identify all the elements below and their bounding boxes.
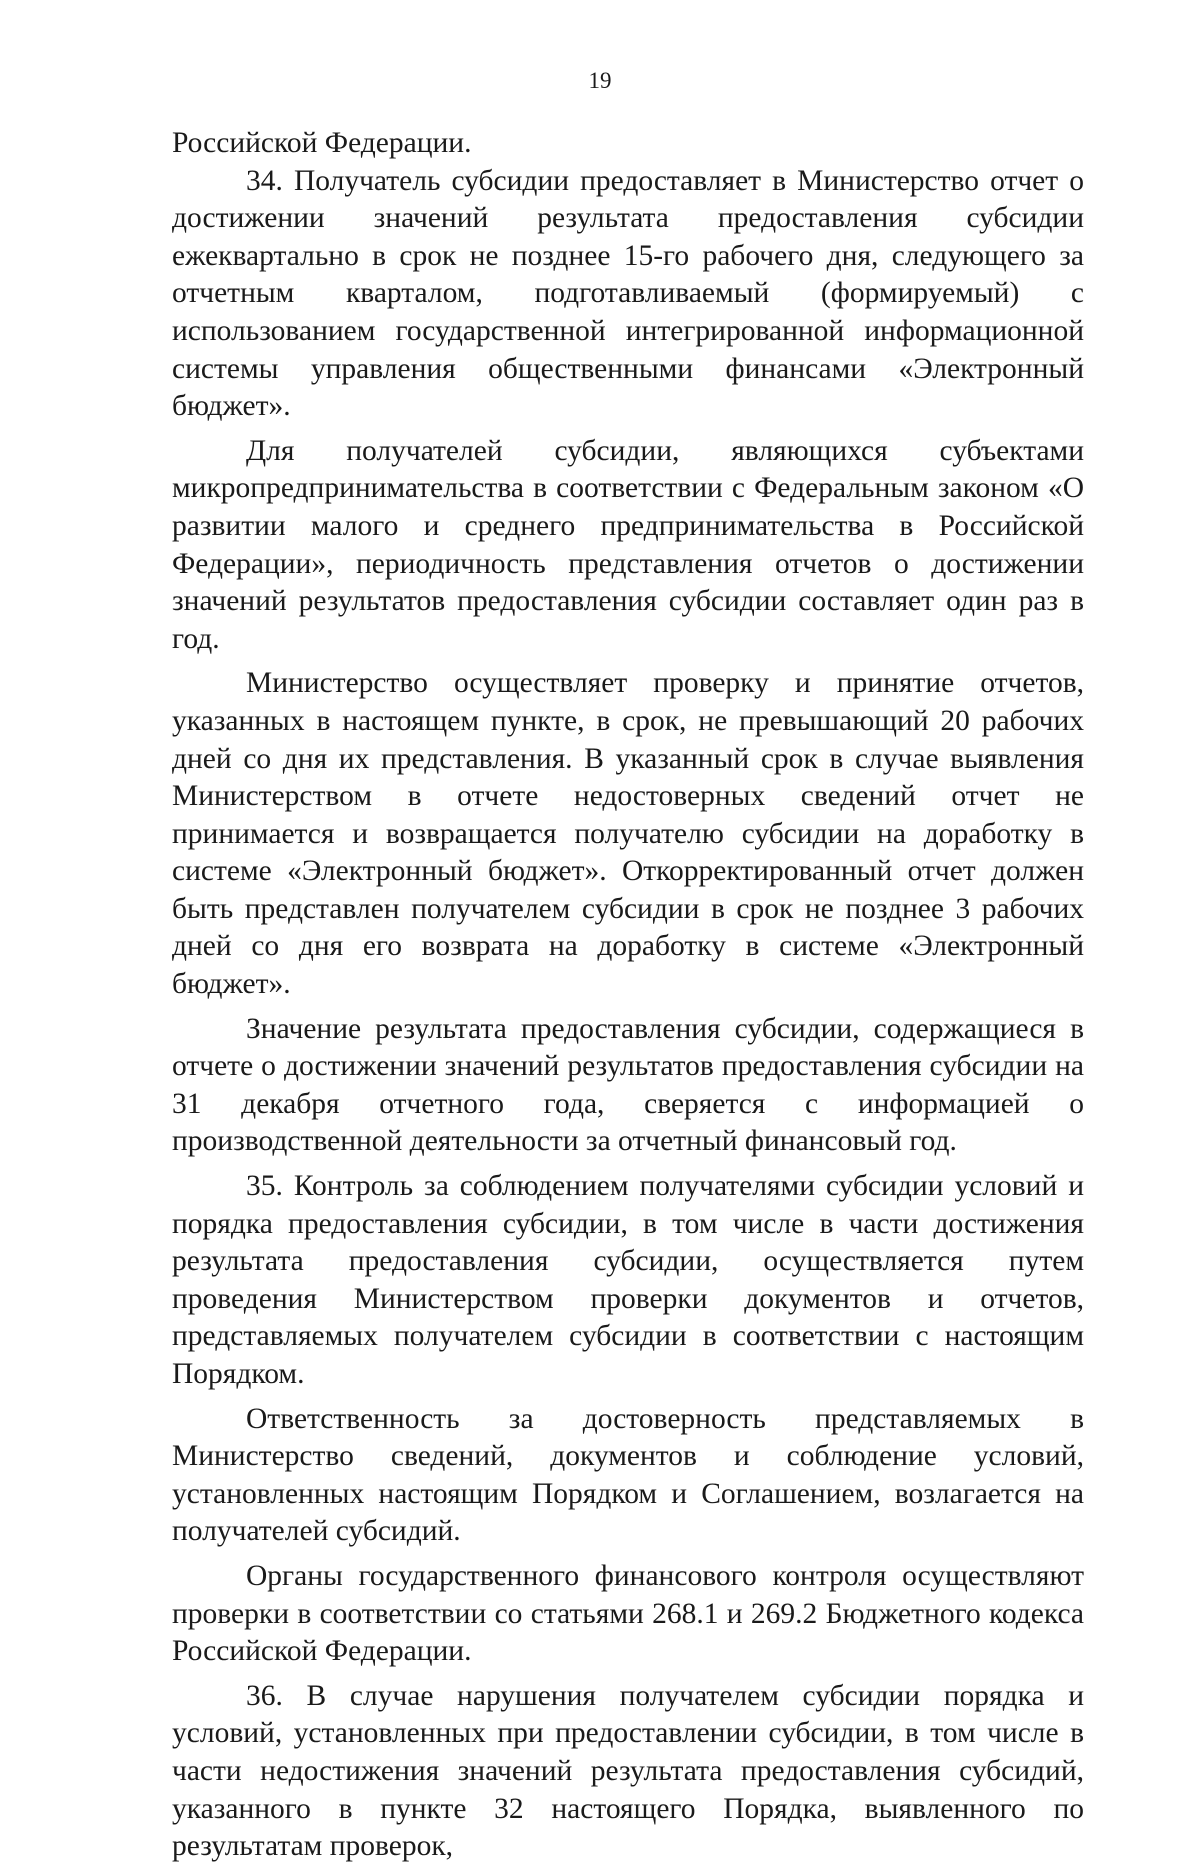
paragraph-result-value: Значение результата предоставления субсидии, содержащиеся в отчете о достижении значений результатов предоставления субсидии на 31 декабря отчетного года, сверяется с информацией о производственной деятельности за отчетный финансовый год. [172,1012,1084,1158]
page-number: 19 [588,68,612,93]
paragraph-item-34: 34. Получатель субсидии предоставляет в Министерство отчет о достижении значений результата предоставления субсидии ежеквартально в срок не позднее 15-го рабочего дня, следующего за отчетным кварталом, подготавливаемый (формируемый) с использованием государственной интегрированной информационной системы управления общественными финансами «Электронный бюджет». [172,164,1084,423]
paragraph-ministry-check: Министерство осуществляет проверку и принятие отчетов, указанных в настоящем пункте, в срок, не превышающий 20 рабочих дней со дня их представления. В указанный срок в случае выявления Министерством в отчете недостоверных сведений отчет не принимается и возвращается получателю субсидии на доработку в системе «Электронный бюджет». Откорректированный отчет должен быть представлен получателем субсидии в срок не позднее 3 рабочих дней со дня его возврата на доработку в системе «Электронный бюджет». [172,667,1084,1001]
document-body [172,125,1084,1866]
paragraph-item-36: 36. В случае нарушения получателем субсидии порядка и условий, установленных при предоставлении субсидии, в том числе в части недостижения значений результата предоставления субсидий, указанного в пункте 32 настоящего Порядка, выявленного по результатам проверок, [172,1679,1084,1863]
paragraph-financial-control: Органы государственного финансового контроля осуществляют проверки в соответствии со статьями 268.1 и 269.2 Бюджетного кодекса Российской Федерации. [172,1559,1084,1668]
paragraph-item-35: 35. Контроль за соблюдением получателями субсидии условий и порядка предоставления субсидии, в том числе в части достижения результата предоставления субсидии, осуществляется путем проведения Министерством проверки документов и отчетов, представляемых получателем субсидии в соответствии с настоящим Порядком. [172,1170,1084,1390]
paragraph-micro-entrepreneurs: Для получателей субсидии, являющихся субъектами микропредпринимательства в соответствии с Федеральным законом «О развитии малого и среднего предпринимательства в Российской Федерации», периодичность представления отчетов о достижении значений результатов предоставления субсидии составляет один раз в год. [172,434,1084,655]
paragraph-responsibility: Ответственность за достоверность представляемых в Министерство сведений, документов и соблюдение условий, установленных настоящим Порядком и Соглашением, возлагается на получателей субсидий. [172,1402,1084,1548]
paragraph-continuation: Российской Федерации. [172,127,472,159]
